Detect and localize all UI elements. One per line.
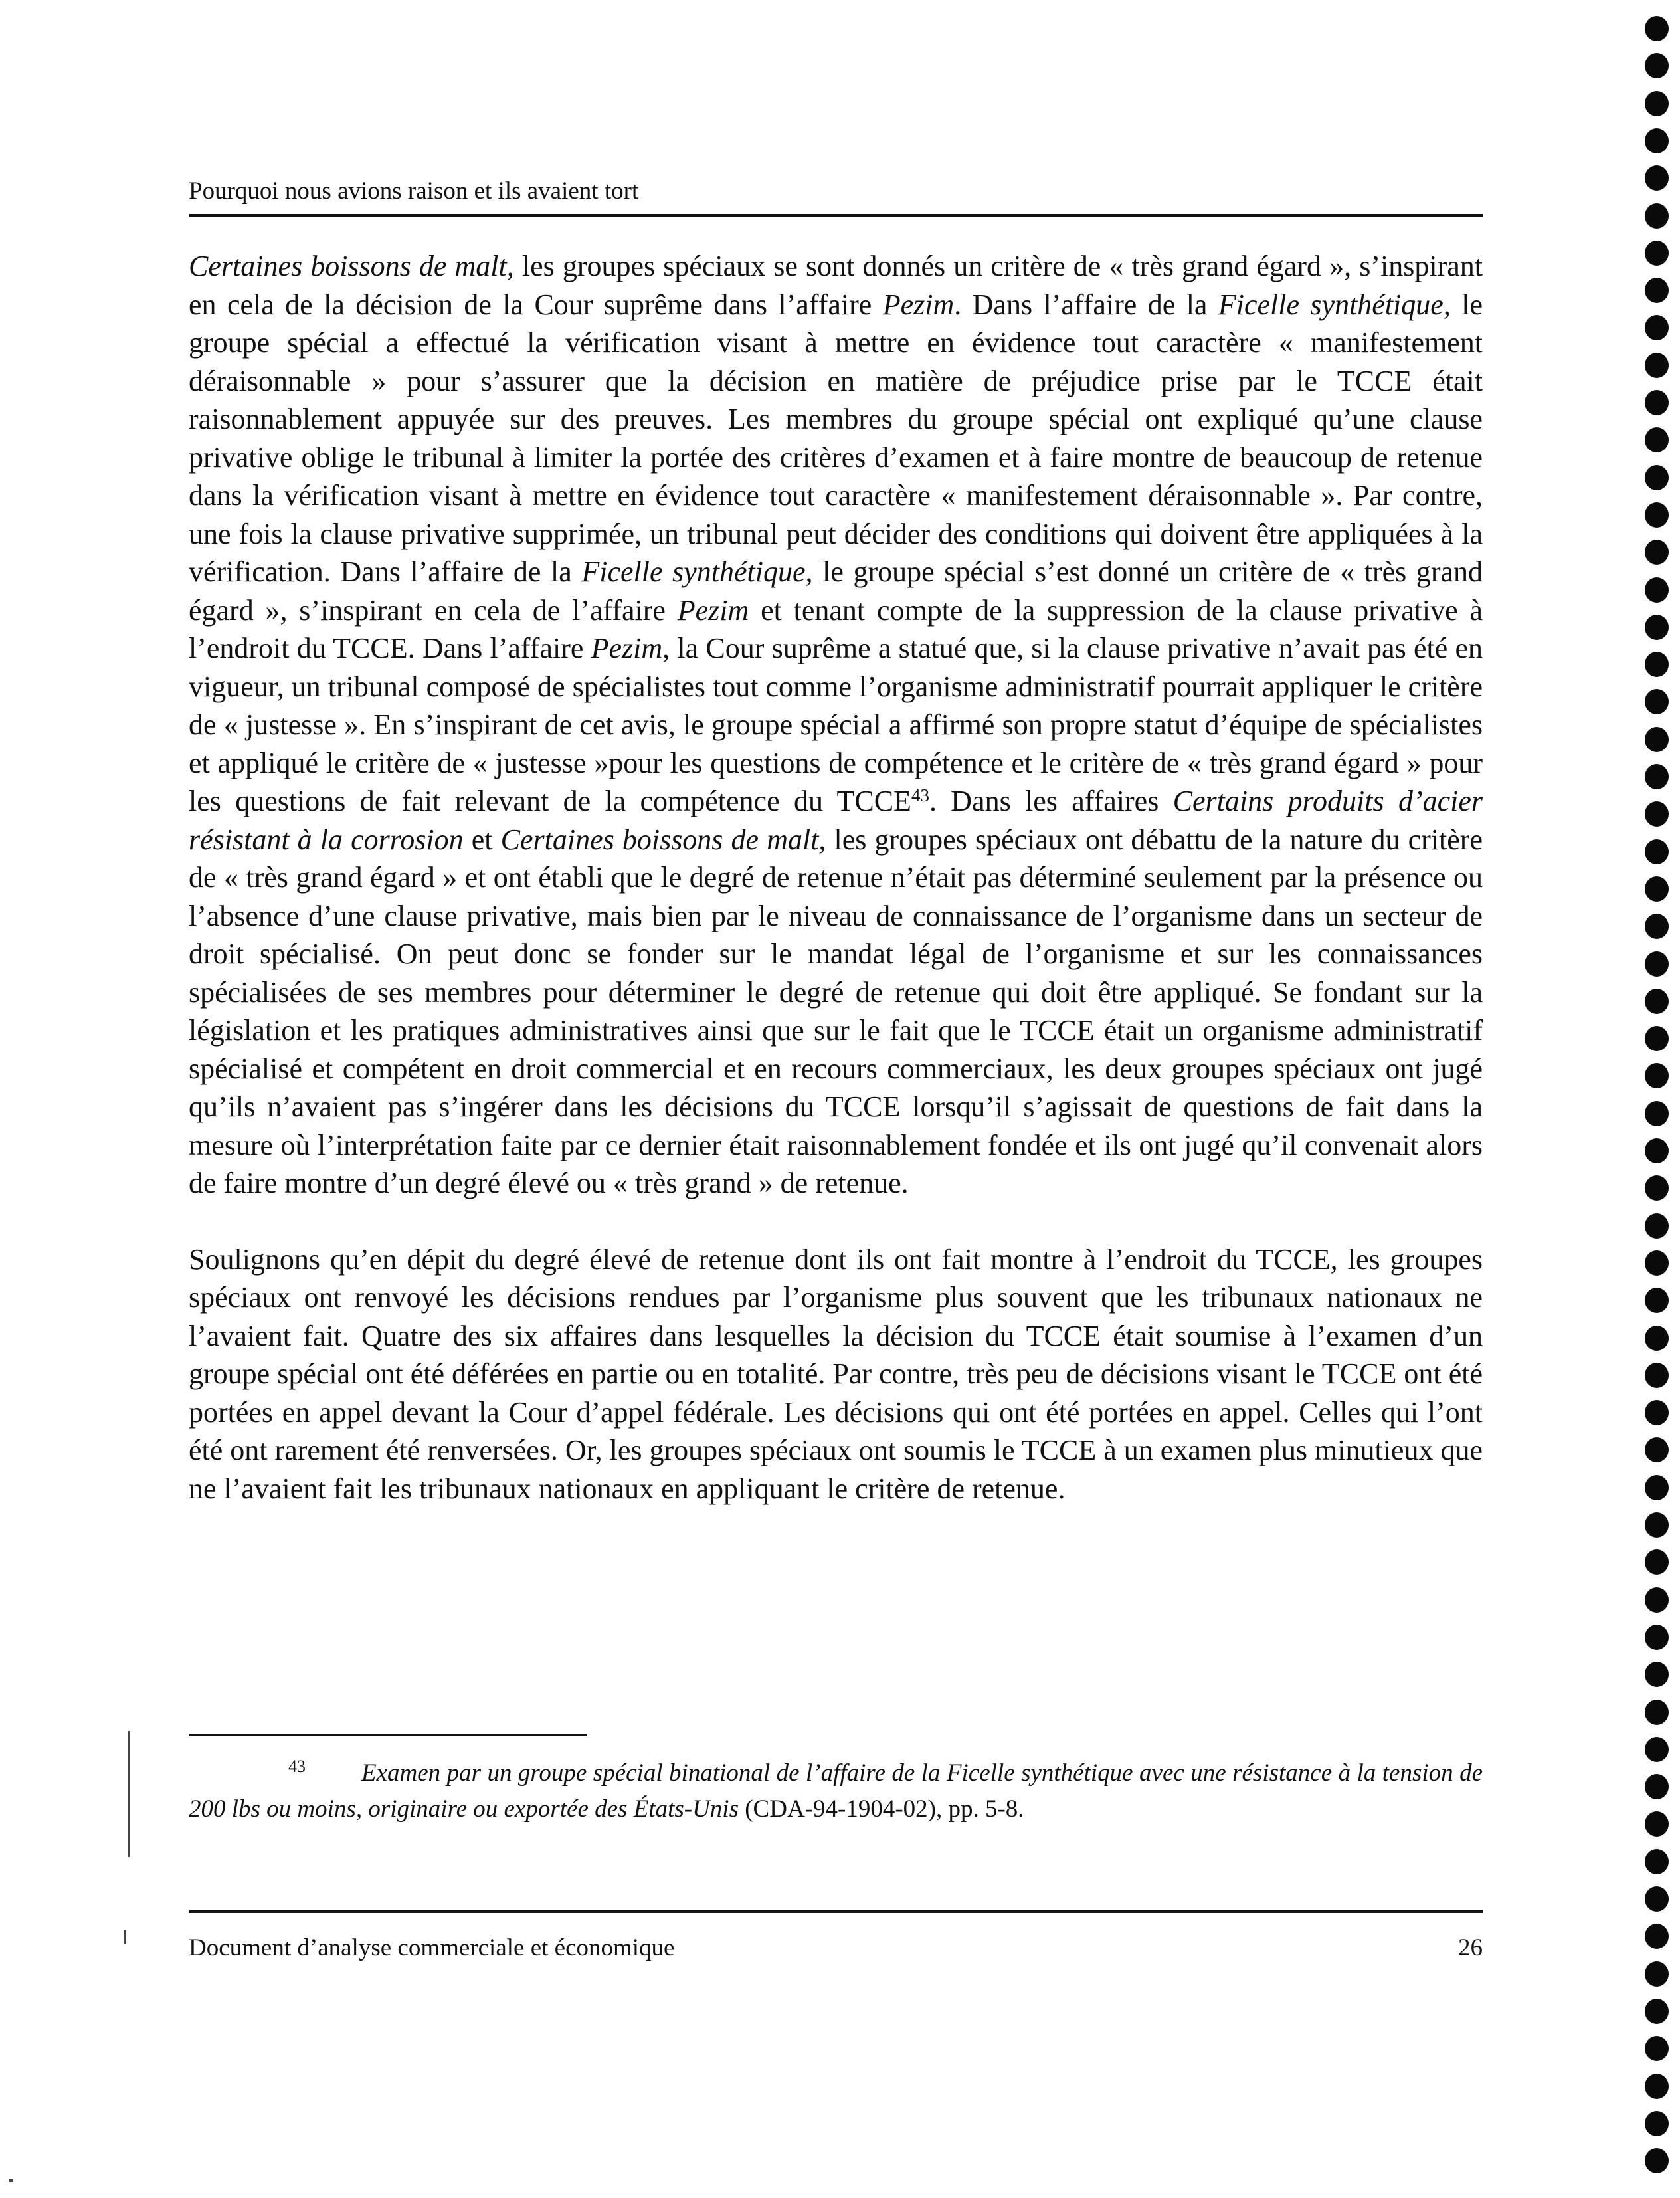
case-name: Certains produits d’acier résistant à la corrosion — [189, 785, 1483, 856]
binding-holes — [1645, 0, 1671, 2198]
binding-hole — [1645, 53, 1669, 78]
binding-hole — [1645, 1999, 1669, 2024]
binding-hole — [1645, 1737, 1669, 1762]
footnote-separator — [189, 1734, 587, 1736]
scan-artifact — [124, 1930, 126, 1944]
binding-hole — [1645, 315, 1669, 340]
binding-hole — [1645, 1063, 1669, 1088]
case-name: Ficelle synthétique, — [1218, 288, 1451, 321]
binding-hole — [1645, 1774, 1669, 1799]
binding-hole — [1645, 1849, 1669, 1874]
text-run: le groupe spécial s’est donné un critère de « très grand égard », s’inspirant en cela de l’affaire — [189, 555, 1483, 627]
footnote-number: 43 — [288, 1757, 306, 1776]
text-run: les groupes spéciaux ont débattu de la nature du critère de « très grand égard » et ont établi que le degré de retenue n’était pas déterminé seulement par la présence ou l’absence d’une clause privative, mais bien par le niveau de connaissance de l’organisme dans un secteur de droit spécialisé. On peut donc se fonder sur le mandat légal de l’organisme et sur les connaissances spécialisées de ses membres pour déterminer le degré de retenue qui doit être appliqué. Se fondant sur la législation et les pratiques administratives ainsi que sur le fait que le TCCE était un organisme administratif spécialisé et compétent en droit commercial et en recours commerciaux, les deux groupes spéciaux ont jugé qu’ils n’avaient pas s’ingérer dans les décisions du TCCE lorsqu’il s’agissait de questions de fait dans la mesure où l’interprétation faite par ce dernier était raisonnablement fondée et ils ont jugé qu’il convenait alors de faire montre d’un degré élevé ou « très grand » de retenue. — [189, 823, 1483, 1199]
binding-hole — [1645, 353, 1669, 378]
case-name: Pezim — [677, 593, 749, 627]
footer-title: Document d’analyse commerciale et économique — [189, 1934, 675, 1961]
binding-hole — [1645, 1400, 1669, 1425]
main-text — [189, 247, 1483, 1508]
binding-hole — [1645, 989, 1669, 1014]
binding-hole — [1645, 1326, 1669, 1351]
binding-hole — [1645, 1662, 1669, 1687]
binding-hole — [1645, 91, 1669, 116]
binding-hole — [1645, 1886, 1669, 1912]
text-run: le groupe spécial a effectué la vérification visant à mettre en évidence tout caractère « manifestement déraisonnable » pour s’assurer que la décision en matière de préjudice prise par le TCCE était raisonnablement appuyée sur des preuves. Les membres du groupe spécial ont expliqué qu’une clause privative oblige le tribunal à limiter la portée des critères d’examen et à faire montre de beaucoup de retenue dans la vérification visant à mettre en évidence tout caractère « manifestement déraisonnable ». Par contre, une fois la clause privative supprimée, un tribunal peut décider des conditions qui doivent être appliquées à la vérification. Dans l’affaire de la — [189, 288, 1483, 588]
footnote — [189, 1755, 1483, 1827]
binding-hole — [1645, 801, 1669, 827]
case-name: Pezim — [882, 288, 955, 321]
binding-hole — [1645, 615, 1669, 640]
binding-hole — [1645, 1512, 1669, 1538]
footnote-citation: Examen par un groupe spécial binational de l’affaire de la Ficelle synthétique avec une résistance à la tension de 200 lbs ou moins, originaire ou exportée des États-Unis — [189, 1759, 1483, 1823]
binding-hole — [1645, 278, 1669, 303]
binding-hole — [1645, 1811, 1669, 1837]
running-footer — [189, 1932, 1483, 1964]
text-run: . Dans l’affaire de la — [954, 288, 1218, 321]
footer-rule — [189, 1910, 1483, 1913]
text-run: et — [463, 823, 501, 856]
header-rule — [189, 214, 1483, 217]
binding-hole — [1645, 839, 1669, 864]
binding-hole — [1645, 1549, 1669, 1575]
case-name: Certaines boissons de malt, — [189, 250, 514, 282]
binding-hole — [1645, 764, 1669, 789]
binding-hole — [1645, 427, 1669, 452]
binding-hole — [1645, 727, 1669, 752]
binding-hole — [1645, 1138, 1669, 1163]
binding-hole — [1645, 876, 1669, 902]
binding-hole — [1645, 502, 1669, 528]
text-run: , la Cour suprême a statué que, si la clause privative n’avait pas été en vigueur, un tribunal composé de spécialistes tout comme l’organisme administratif pourrait appliquer le critère de « justesse ». En s’inspirant de cet avis, le groupe spécial a affirmé son propre statut d’équipe de spécialistes et appliqué le critère de « justesse »pour les questions de compétence et le critère de « très grand égard » pour les questions de fait relevant de la compétence du TCCE — [189, 632, 1483, 817]
binding-hole — [1645, 465, 1669, 490]
case-name: Pezim — [591, 632, 663, 664]
binding-hole — [1645, 1175, 1669, 1201]
binding-hole — [1645, 1437, 1669, 1462]
binding-hole — [1645, 1363, 1669, 1388]
binding-hole — [1645, 1250, 1669, 1276]
paragraph-1 — [189, 247, 1483, 1203]
footnote-docket: (CDA-94-1904-02), pp. 5-8. — [738, 1795, 1024, 1823]
binding-hole — [1645, 1625, 1669, 1650]
binding-hole — [1645, 2111, 1669, 2136]
footnote-reference: 43 — [911, 785, 929, 805]
running-header: Pourquoi nous avions raison et ils avaient tort — [189, 177, 639, 205]
binding-hole — [1645, 241, 1669, 266]
binding-hole — [1645, 1026, 1669, 1051]
case-name: Ficelle synthétique, — [581, 555, 813, 588]
binding-hole — [1645, 577, 1669, 603]
binding-hole — [1645, 2074, 1669, 2099]
binding-hole — [1645, 1924, 1669, 1949]
binding-hole — [1645, 128, 1669, 153]
binding-hole — [1645, 1288, 1669, 1313]
binding-hole — [1645, 2148, 1669, 2173]
text-run: et tenant compte de la suppression de la clause privative à l’endroit du TCCE. Dans l’affaire — [189, 593, 1483, 664]
binding-hole — [1645, 165, 1669, 191]
page-number: 26 — [1458, 1934, 1483, 1961]
case-name: Certaines boissons de malt, — [500, 823, 826, 856]
scan-artifact — [9, 2179, 13, 2182]
binding-hole — [1645, 914, 1669, 939]
binding-hole — [1645, 1587, 1669, 1613]
binding-hole — [1645, 540, 1669, 565]
binding-hole — [1645, 390, 1669, 415]
paragraph-2: Soulignons qu’en dépit du degré élevé de retenue dont ils ont fait montre à l’endroit du TCCE, les groupes spéciaux ont renvoyé les décisions rendues par l’organisme plus souvent que les tribunaux nationaux ne l’avaient fait. Quatre des six affaires dans lesquelles la décision du TCCE était soumise à l’examen d’un groupe spécial ont été déférées en partie ou en totalité. Par contre, très peu de décisions visant le TCCE ont été portées en appel devant la Cour d’appel fédérale. Les décisions qui ont été portées en appel. Celles qui l’ont été ont rarement été renversées. Or, les groupes spéciaux ont soumis le TCCE à un examen plus minutieux que ne l’avaient fait les tribunaux nationaux en appliquant le critère de retenue. — [189, 1243, 1483, 1505]
text-run: les groupes spéciaux se sont donnés un critère de « très grand égard », s’inspirant en cela de la décision de la Cour suprême dans l’affaire — [189, 250, 1483, 321]
scan-artifact — [128, 1731, 130, 1857]
binding-hole — [1645, 2036, 1669, 2061]
binding-hole — [1645, 1961, 1669, 1987]
binding-hole — [1645, 1700, 1669, 1725]
binding-hole — [1645, 951, 1669, 977]
binding-hole — [1645, 689, 1669, 714]
binding-hole — [1645, 1213, 1669, 1239]
text-run: . Dans les affaires — [929, 785, 1173, 817]
binding-hole — [1645, 1475, 1669, 1500]
binding-hole — [1645, 1101, 1669, 1126]
binding-hole — [1645, 16, 1669, 41]
binding-hole — [1645, 652, 1669, 677]
binding-hole — [1645, 203, 1669, 229]
